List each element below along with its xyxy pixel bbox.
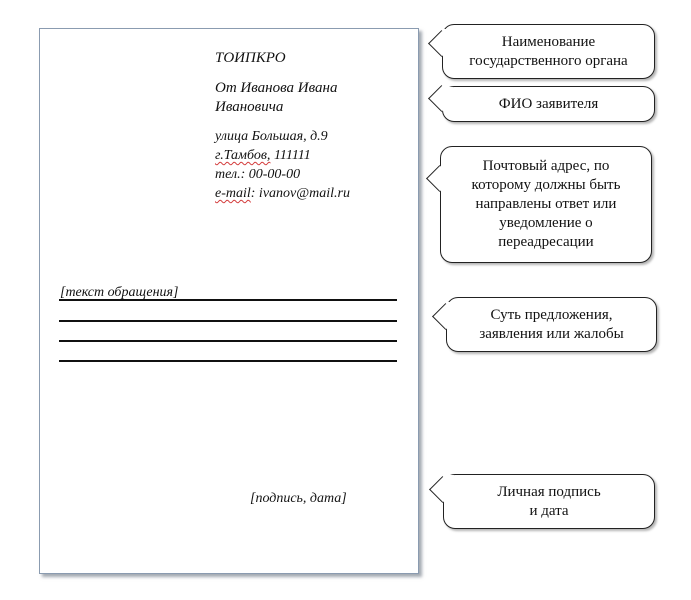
callout-authority-text: Наименование государственного органа (469, 33, 628, 69)
address-index: 111111 (270, 148, 311, 163)
address-phone: тел.: 00-00-00 (215, 167, 301, 182)
address-email-line (215, 184, 350, 203)
callout-postal-address (440, 146, 652, 263)
applicant-line-1: От Иванова Ивана (215, 80, 338, 96)
address-city-line (215, 146, 350, 165)
signature-date-placeholder: [подпись, дата] (250, 491, 347, 506)
applicant-name (215, 79, 337, 117)
address-street: улица Большая, д.9 (215, 129, 328, 144)
callout-authority-name (442, 24, 655, 79)
callout-postal-text: Почтовый адрес, по которому должны быть направлены ответ или уведомление о переадресации (471, 158, 621, 250)
applicant-line-2: Ивановича (215, 99, 284, 115)
callout-signature-text: Личная подпись и дата (497, 483, 601, 519)
callout-request-text: Суть предложения, заявления или жалобы (479, 306, 624, 342)
address-city: г.Тамбов, (215, 148, 271, 163)
body-text-placeholder: [текст обращения] (60, 285, 179, 300)
body-line-2 (59, 320, 397, 322)
callout-applicant-text: ФИО заявителя (498, 95, 599, 112)
document-page (39, 28, 419, 574)
body-line-4 (59, 360, 397, 362)
email-label: e-mail (215, 186, 251, 201)
callout-signature-date (443, 474, 655, 529)
callout-applicant-name (442, 86, 655, 122)
body-line-3 (59, 340, 397, 342)
email-value: : ivanov@mail.ru (250, 186, 350, 201)
postal-address (215, 127, 350, 203)
recipient-name: ТОИПКРО (215, 50, 286, 66)
callout-request-essence (446, 297, 657, 352)
body-line-1 (59, 299, 397, 301)
